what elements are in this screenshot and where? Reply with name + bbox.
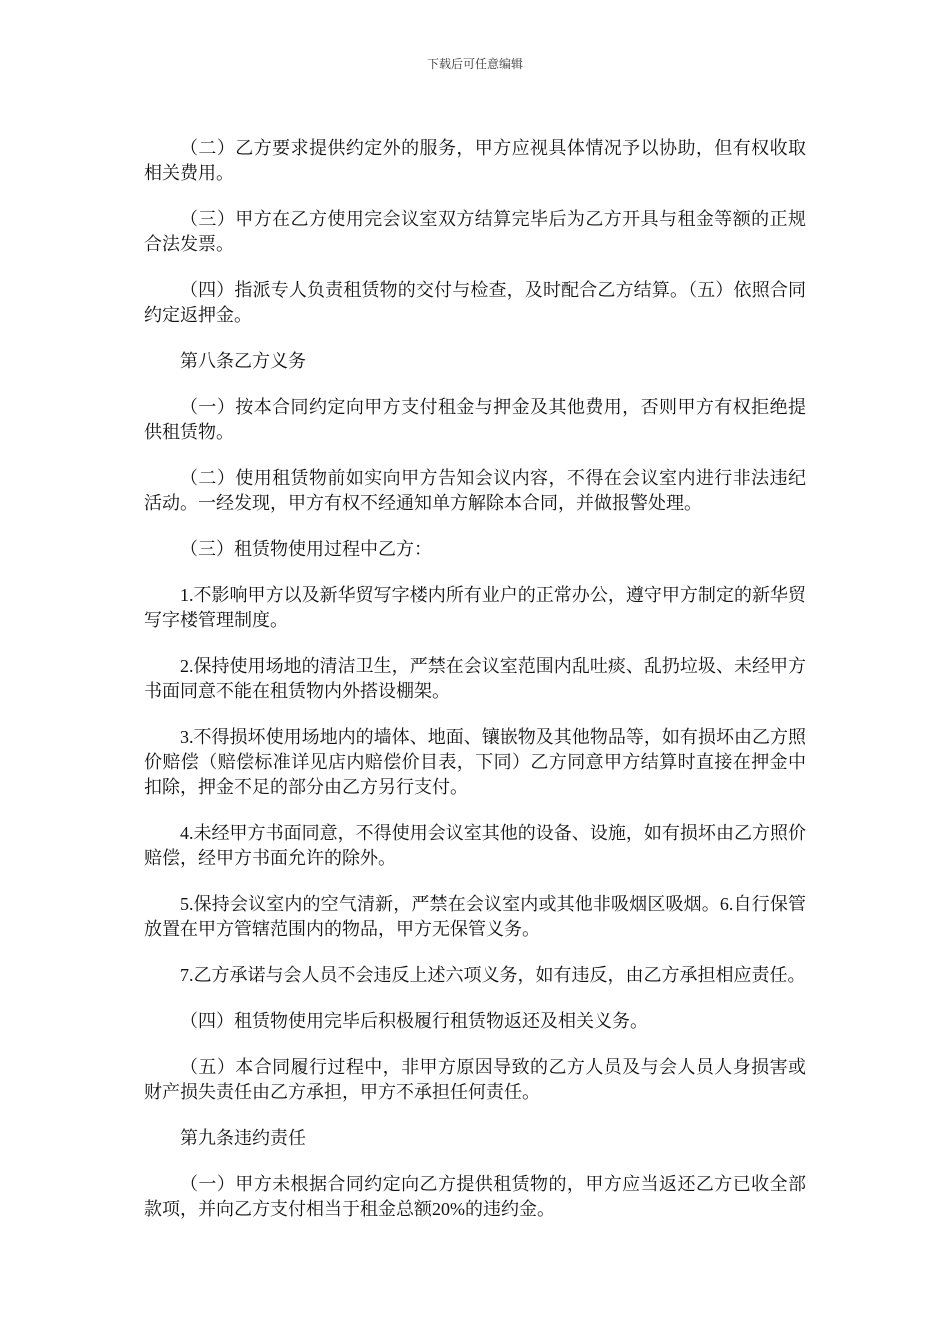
paragraph: （一）甲方未根据合同约定向乙方提供租赁物的，甲方应当返还乙方已收全部款项，并向乙方支付相当于租金总额20%的违约金。 bbox=[144, 1174, 806, 1219]
list-item: 1.不影响甲方以及新华贸写字楼内所有业户的正常办公，遵守甲方制定的新华贸写字楼管理制度。 bbox=[144, 585, 806, 630]
list-item: 2.保持使用场地的清洁卫生，严禁在会议室范围内乱吐痰、乱扔垃圾、未经甲方书面同意不能在租赁物内外搭设棚架。 bbox=[144, 656, 806, 701]
document-body bbox=[144, 136, 806, 1243]
section-heading: 第九条违约责任 bbox=[180, 1128, 306, 1148]
list-item: 3.不得损坏使用场地内的墙体、地面、镶嵌物及其他物品等，如有损坏由乙方照价赔偿（赔偿标准详见店内赔偿价目表，下同）乙方同意甲方结算时直接在押金中扣除，押金不足的部分由乙方另行支付。 bbox=[144, 727, 806, 797]
list-item: 5.保持会议室内的空气清新，严禁在会议室内或其他非吸烟区吸烟。6.自行保管放置在甲方管辖范围内的物品，甲方无保管义务。 bbox=[144, 894, 806, 939]
list-item: 7.乙方承诺与会人员不会违反上述六项义务，如有违反，由乙方承担相应责任。 bbox=[180, 965, 806, 985]
section-heading: 第八条乙方义务 bbox=[180, 351, 306, 371]
paragraph: （五）本合同履行过程中，非甲方原因导致的乙方人员及与会人员人身损害或财产损失责任由乙方承担，甲方不承担任何责任。 bbox=[144, 1057, 806, 1102]
paragraph: （一）按本合同约定向甲方支付租金与押金及其他费用，否则甲方有权拒绝提供租赁物。 bbox=[144, 397, 806, 442]
paragraph: （四）指派专人负责租赁物的交付与检查，及时配合乙方结算。（五）依照合同约定返押金。 bbox=[144, 280, 806, 325]
paragraph: （三）甲方在乙方使用完会议室双方结算完毕后为乙方开具与租金等额的正规合法发票。 bbox=[144, 209, 806, 254]
paragraph: （二）乙方要求提供约定外的服务，甲方应视具体情况予以协助，但有权收取相关费用。 bbox=[144, 138, 806, 183]
page-header-note: 下载后可任意编辑 bbox=[426, 57, 523, 71]
paragraph: （二）使用租赁物前如实向甲方告知会议内容，不得在会议室内进行非法违纪活动。一经发现，甲方有权不经通知单方解除本合同，并做报警处理。 bbox=[144, 468, 806, 513]
list-item: 4.未经甲方书面同意，不得使用会议室其他的设备、设施，如有损坏由乙方照价赔偿，经甲方书面允许的除外。 bbox=[144, 823, 806, 868]
paragraph: （四）租赁物使用完毕后积极履行租赁物返还及相关义务。 bbox=[180, 1011, 648, 1031]
paragraph: （三）租赁物使用过程中乙方： bbox=[180, 539, 432, 559]
